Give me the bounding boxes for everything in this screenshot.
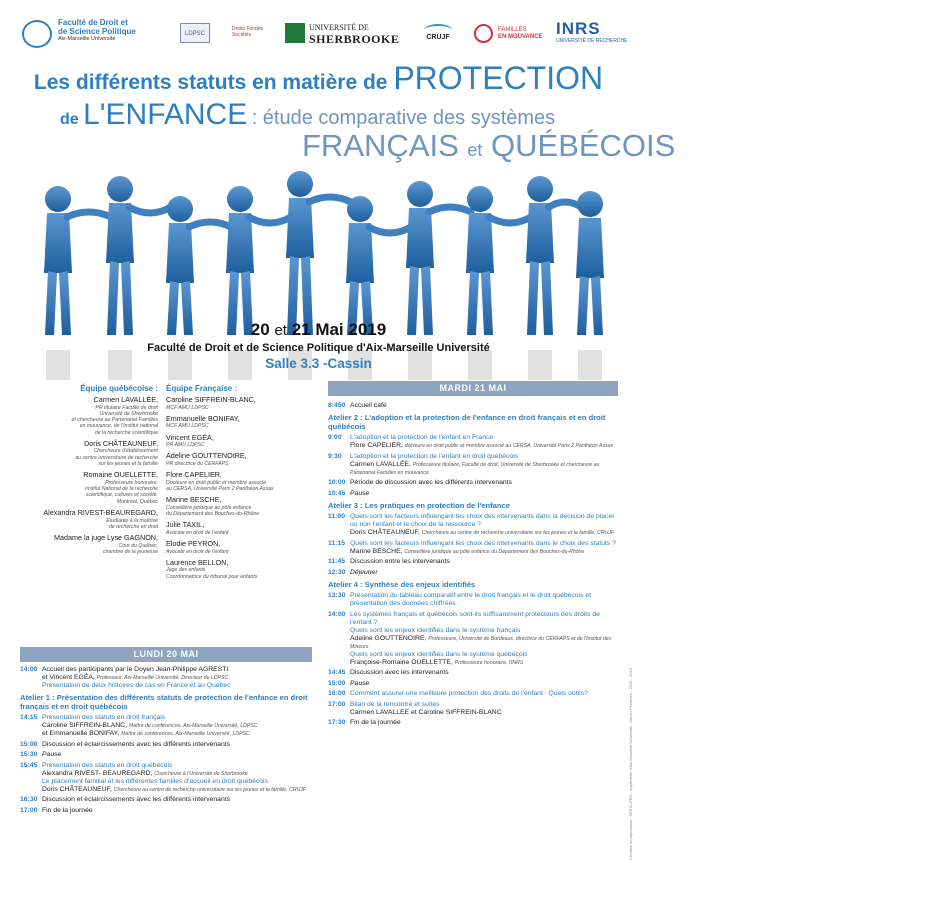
- program-mardi: [328, 402, 618, 730]
- member-description: Docteure en droit public et membre associé: [166, 479, 267, 486]
- ldpsc-logo: LDPSC: [180, 23, 210, 43]
- inrs-line1: INRS: [556, 19, 601, 38]
- atelier-4-title: Atelier 4 : Synthèse des enjeux identifiés: [328, 579, 476, 589]
- member-description: au centre universitaire de recherche: [75, 454, 158, 461]
- child-body: [106, 203, 134, 263]
- team-quebec: [18, 384, 158, 559]
- crujf-text: CRUJF: [426, 34, 450, 41]
- member-name: Flore CAPELIER,: [166, 470, 222, 480]
- member-description: Institut National de la recherche: [85, 486, 158, 493]
- children-silhouettes-illustration: [20, 145, 620, 335]
- child-head: [347, 196, 373, 222]
- mouvance-line1: FAMILLES: [498, 27, 527, 33]
- mouvance-line2: EN MOUVANCE: [498, 34, 543, 40]
- member-name: Alexandra RIVEST-BEAUREGARD,: [43, 508, 158, 518]
- atelier-2-title: Atelier 2 : L'adoption et la protection de l'enfance en droit français et en droit québécois: [328, 413, 606, 431]
- session-0900: 9:00 L'adoption et la protection de l'enfant en France Flore CAPELIER, docteure en droit public et membre associé au CERSA, Université Paris 2 Panthéon Assas: [328, 434, 614, 449]
- sherbrooke-line2: SHERBROOKE: [309, 32, 400, 46]
- member-description: MCF AMU LDPSC: [166, 404, 209, 411]
- child-body: [286, 198, 314, 258]
- circle-icon: [474, 24, 493, 43]
- member-name: Vincent EGÉA,: [166, 432, 214, 442]
- member-name: Romaine OUELLETTE,: [83, 470, 158, 480]
- member-description: Juge des enfants: [166, 567, 206, 574]
- team-quebec-member: [18, 396, 158, 436]
- session-1115: 11:15 Quels sont les facteurs influençant les choix des intervenants dans le choix des statuts ? Marine BESCHE, Conseillère juridique au pôle enfance du Département des Bouches-du-Rhône: [328, 539, 616, 555]
- inrs-logo: [556, 19, 628, 46]
- day-header-lundi: LUNDI 20 MAI: [20, 647, 312, 662]
- team-france-member: [166, 396, 316, 411]
- session-0845: 8:450 Accueil café: [328, 402, 387, 409]
- member-description: Chercheure d'établissement: [93, 448, 158, 455]
- team-france-title: Équipe Française :: [166, 384, 238, 393]
- member-name: Emmanuelle BONIFAY,: [166, 413, 240, 423]
- mouvance-logo: [474, 24, 544, 44]
- team-france-member: [166, 452, 316, 467]
- event-date: 20 et 21 Mai 2019: [250, 320, 387, 339]
- event-venue: Faculté de Droit et de Science Politique d'Aix-Marseille Université: [147, 342, 490, 354]
- member-description: MCF AMU LDPSC: [166, 423, 209, 430]
- member-description: PR directrice du CERFAPS: [166, 460, 229, 467]
- member-description: Avocate en droit de l'enfant: [166, 529, 229, 536]
- session-1730: 17:30 Fin de la journée: [328, 719, 401, 726]
- child-head: [287, 171, 313, 197]
- child-body: [526, 203, 554, 263]
- fds-line2: de Science Politique: [58, 27, 136, 36]
- child-body: [406, 208, 434, 268]
- team-france-member: [166, 559, 316, 580]
- child-body: [576, 218, 604, 278]
- child-head: [45, 186, 71, 212]
- session-1400: 14:00 Les systèmes français et québécois sont-ils suffisamment protecteurs des droits de l'enfant ? Quels sont les enjeux identifiés dans le système français Adeline GOUTTENOIRE, Professeure, Université de Bordeaux, directrice du CERFAPS et de l'Institut des Mineurs Quels sont les enjeux identifiés dans le système québécois Françoise-Romaine OUELLETTE, Professeure honoraire, l'INRS: [328, 610, 612, 666]
- scales-icon: [22, 20, 52, 48]
- member-name: Laurence BELLON,: [166, 557, 229, 567]
- team-quebec-member: [18, 509, 158, 530]
- team-quebec-member: [18, 471, 158, 505]
- child-head: [467, 186, 493, 212]
- member-description: Université de Sherbrooke: [99, 410, 158, 417]
- child-body: [166, 223, 194, 283]
- member-name: Adeline GOUTTENOIRE,: [166, 451, 247, 461]
- member-description: Avocate en droit de l'enfant: [166, 548, 229, 555]
- team-france: [166, 384, 316, 584]
- member-name: Carmen LAVALLÉE,: [93, 395, 158, 404]
- team-quebec-member: [18, 440, 158, 467]
- title-line2: de L'ENFANCE : étude comparative des systèmes: [60, 98, 556, 131]
- member-description: au CERSA, Université Paris 2 Panthéon Assas: [166, 485, 274, 492]
- child-head: [107, 176, 133, 202]
- member-description: de la recherche scientifique: [94, 429, 158, 436]
- team-france-member: [166, 496, 316, 517]
- fds-line1: Faculté de Droit et: [58, 18, 128, 27]
- session-1630: 16:30 Discussion et éclaircissements avec les différents intervenants: [20, 796, 231, 803]
- session-0930: 9:30 L'adoption et la protection de l'enfant en droit québécois Carmen LAVALLÉE, Professeure titulaire, Faculté de droit, Université de Sherbrooke et chercheure au Partenariat Familles en mouvance.: [328, 452, 600, 476]
- session-1600: 16:00 Comment assurer une meilleure protection des droits de l'enfant : Quels outils?: [328, 690, 588, 697]
- crujf-logo: [418, 24, 458, 44]
- child-body: [466, 213, 494, 273]
- member-name: Doris CHÂTEAUNEUF,: [84, 438, 158, 448]
- child-arms: [369, 227, 411, 233]
- member-description: et chercheure au Partenariat Familles: [71, 417, 158, 424]
- sherbrooke-mark-icon: [285, 23, 305, 43]
- member-description: Cour du Québec,: [118, 542, 158, 549]
- session-1145: 11:45 Discussion entre les intervenants: [328, 558, 450, 565]
- member-description: chambre de la jeunesse: [102, 548, 158, 555]
- title-line1: Les différents statuts en matière de PROTECTION: [33, 60, 604, 96]
- member-name: Madame la juge Lyse GAGNON,: [54, 533, 158, 543]
- member-description: Conseillère juridique au pôle enfance: [166, 504, 252, 511]
- child-arms: [67, 212, 111, 217]
- child-arms: [189, 222, 231, 227]
- child-head: [407, 181, 433, 207]
- child-body: [346, 223, 374, 283]
- child-head: [167, 196, 193, 222]
- member-description: scientifique, cultures et société.: [85, 492, 158, 499]
- session-1400-lundi: 14:00 Accueil des participants par le Doyen Jean-Philippe AGRESTI et Vincent EGÉA, Professeur, Aix-Marseille Université, Directeur du LDPSC Présentation de deux histoires de cas en France et au Québec: [20, 666, 231, 689]
- member-description: de recherche en droit: [108, 523, 158, 530]
- team-france-member: [166, 521, 316, 536]
- team-quebec-member: [18, 534, 158, 555]
- child-arms: [489, 217, 531, 223]
- print-credit: Création et impression : SERIG-PRO - Imprimerie d'Aix-Marseille Université - Aix-en-Provence - 2019 - 2019: [628, 668, 633, 860]
- child-head: [227, 186, 253, 212]
- fds-line3: Aix-Marseille Université: [58, 36, 116, 42]
- team-france-member: [166, 415, 316, 430]
- child-body: [226, 213, 254, 273]
- child-head: [577, 191, 603, 217]
- session-1230: 12:30 Déjeuner: [328, 568, 378, 576]
- team-france-member: [166, 471, 316, 492]
- arc-icon: [424, 24, 452, 36]
- logo-bar: [0, 0, 637, 58]
- session-1545: 15:45 Présentation des statuts en droit québécois Alexandra RIVEST- BEAUREGARD, Chercheure à l'Université de Sherbrooke Le placement familial et les différentes familles d'accueil en droit québécois Doris CHÂTEAUNEUF, Chercheure au centre de recherche universitaire sur les jeunes et la famille, CRUJF: [20, 761, 307, 793]
- member-description: Professeure honoraire,: [105, 479, 158, 486]
- team-quebec-title: Équipe québécoise :: [80, 384, 158, 393]
- session-1500-lundi: 15:00 Discussion et éclaircissements avec les différents intervenants: [20, 740, 231, 748]
- droits-logo: Droits Fondés Sociétés: [232, 26, 264, 38]
- session-1700-mardi: 17:00 Bilan de la rencontre et suites Carmen LAVALLEE et Caroline SIFFREIN-BLANC: [328, 700, 502, 716]
- session-1445: 14:45 Discussion avec les intervenants: [328, 669, 449, 676]
- title-line3: FRANÇAIS et QUÉBÉCOIS: [302, 128, 676, 163]
- atelier-1-title: Atelier 1 : Présentation des différents statuts de protection de l'enfance en droit français et en droit québécois: [20, 693, 308, 711]
- member-name: Marine BESCHE,: [166, 495, 222, 505]
- event-room: Salle 3.3 -Cassin: [265, 356, 372, 371]
- sherbrooke-logo: [285, 22, 400, 46]
- session-1415: 14:15 Présentation des statuts en droit français Caroline SIFFREIN-BLANC, Maître de conférences, Aix-Marseille Université, LDPSC et Emmanuelle BONIFAY, Maître de conférences, Aix-Marseille Université, LDPSC: [20, 714, 258, 737]
- faculte-logo: [22, 16, 172, 52]
- session-1700-lundi: 17:00 Fin de la journée: [20, 806, 93, 814]
- session-1045: 10:45 Pause: [328, 489, 370, 497]
- member-description: en mouvance, de l'Institut national: [79, 423, 158, 430]
- child-arms: [249, 217, 291, 223]
- session-1500-mardi: 15:00 Pause: [328, 679, 370, 687]
- child-arms: [129, 207, 171, 213]
- member-name: Elodie PEYRON,: [166, 539, 221, 549]
- day-header-mardi: MARDI 21 MAI: [328, 381, 618, 396]
- member-name: Julie TAXIL,: [166, 520, 205, 530]
- member-description: sur les jeunes et la famille: [98, 461, 158, 468]
- member-description: PR AMU LDPSC: [166, 442, 205, 449]
- child-arms: [429, 207, 471, 212]
- session-1000: 10:00 Période de discussion avec les différents intervenants: [328, 479, 512, 486]
- inrs-line2: UNIVERSITÉ DE RECHERCHE: [556, 38, 628, 44]
- child-arms: [549, 202, 581, 207]
- session-1100: 11:00 Quels sont les facteurs influençant les choix des intervenants dans la décision de placer ou non l'enfant et le choix de la ressource ? Doris CHÂTEAUNEUF, Chercheure au centre de recherche universitaire sur les jeunes et la famille, CRUJF: [328, 513, 615, 536]
- member-description: du Département des Bouches-du-Rhône: [166, 511, 260, 518]
- team-france-member: [166, 540, 316, 555]
- member-description: Étudiante à la maîtrise: [106, 517, 158, 524]
- session-1530: 15:30 Pause: [20, 751, 62, 758]
- child-body: [44, 213, 72, 273]
- atelier-3-title: Atelier 3 : Les pratiques en protection de l'enfance: [328, 500, 510, 510]
- member-description: PR titulaire Faculté de droit: [95, 404, 158, 411]
- child-head: [527, 176, 553, 202]
- member-description: Coordonnatrice du tribunal pour enfants: [166, 573, 258, 580]
- program-lundi: [20, 666, 312, 817]
- child-arms: [309, 197, 351, 202]
- sherbrooke-line1: UNIVERSITÉ DE: [309, 23, 369, 32]
- session-1330: 13:30 Présentation du tableau comparatif entre le droit français et le droit québécois et présentation des données chiffrées: [328, 592, 592, 607]
- team-france-member: [166, 434, 316, 449]
- member-name: Caroline SIFFREIN-BLANC,: [166, 395, 256, 404]
- member-description: Montréal, Québec: [116, 498, 158, 505]
